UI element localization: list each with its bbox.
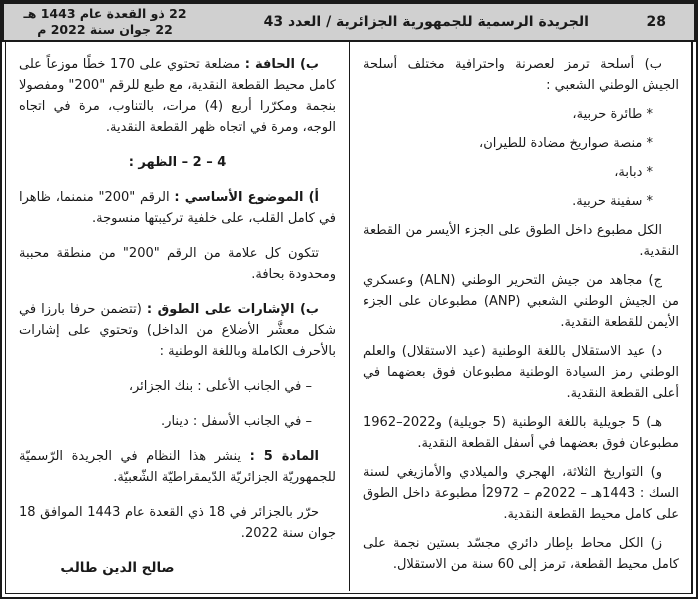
page-header	[2, 2, 696, 42]
content-columns	[6, 42, 692, 591]
para-mark-composition: تتكون كل علامة من الرقم "200" من منطقة محببة ومحدودة بحافة.	[19, 246, 336, 282]
para-three-dates: و) التواريخ الثلاثة، الهجري والميلادي والأمازيغي لسنة السك : 1443هـ – 2022م – 2972أ مطبوعة داخل الطوق على كامل محيط القطعة النقدية.	[363, 465, 679, 522]
page-number: 28	[646, 14, 666, 30]
para-printed-left-side: الكل مطبوع داخل الطوق على الجزء الأيسر من القطعة النقدية.	[363, 223, 679, 259]
para-5-july-dates: هـ) 5 جويلية باللغة الوطنية (5 جويلية) و1962‎–‎2022 مطبوعان فوق بعضهما في أسفل القطعة النقدية.	[363, 415, 679, 451]
gazette-title: الجريدة الرسمية للجمهورية الجزائرية / العدد 43	[263, 14, 589, 30]
para-edge: ب) الحافة : مضلعة تحتوي على 170 خطًا موزعاً على كامل محيط القطعة النقدية، مع طبع للرقم "200" ومفصولا بنجمة ومكرّرا أربع (4) مرات، بالتناوب، مرة في اتجاه الوجه، ومرة في اتجاه ظهر القطعة النقدية.	[19, 57, 337, 135]
para-edge-lead: ب) الحافة :	[244, 57, 319, 72]
para-signed-at: حرّر بالجزائر في 18 ذي القعدة عام 1443 الموافق 18 جوان سنة 2022.	[19, 505, 336, 541]
list-item-tank: * دبابة،	[614, 165, 653, 180]
para-circular-frame-stars: ز) الكل محاط بإطار دائري مجسّد بستين نجمة على كامل محيط القطعة، ترمز إلى 60 سنة من الاستقلال.	[363, 536, 679, 572]
date-gregorian: 22 جوان سنة 2022 م	[37, 22, 173, 37]
para-ring-marks: ب) الإشارات على الطوق : (تتضمن حرفا بارزا في شكل معشَّر الأضلاع من الداخل) وتحتوي على إشارات بالأحرف الكاملة وباللغة الوطنية :	[19, 302, 336, 359]
para-independence-day-flag: د) عيد الاستقلال باللغة الوطنية (عيد الاستقلال) والعلم الوطني رمز السيادة الوطنية مطبوعان فوق بعضهما في أعلى القطعة النقدية.	[363, 344, 679, 401]
para-article-5-lead: المادة 5 :	[249, 449, 320, 464]
signature-lead: صالح الدين طالب	[60, 560, 175, 576]
signature	[19, 558, 336, 579]
header-date-block	[4, 6, 206, 38]
heading-reverse-side	[19, 152, 336, 173]
date-hijri: 22 ذو القعدة عام 1443 هـ	[23, 6, 187, 21]
para-ring-marks-lead: ب) الإشارات على الطوق :	[146, 302, 319, 317]
list-item-missile-platform: * منصة صواريخ مضادة للطيران،	[479, 136, 653, 151]
para-article-5: المادة 5 : ينشر هذا النظام في الجريدة الرّسميّة للجمهوريّة الجزائريّة الدّيمقراطيّة الشّعبيّة.	[19, 449, 336, 485]
para-mujahid-soldier: ج) مجاهد من جيش التحرير الوطني (ALN) وعسكري من الجيش الوطني الشعبي (ANP) مطبوعان على الجزء الأيمن للقطعة النقدية.	[363, 273, 679, 330]
column-left	[6, 42, 349, 591]
list-item-lower-side: – في الجانب الأسفل : دينار.	[161, 414, 312, 429]
para-weapons-intro: ب) أسلحة ترمز لعصرنة واحترافية مختلف أسلحة الجيش الوطني الشعبي :	[363, 57, 679, 93]
heading-reverse-side-lead: 4 – 2 – الظهر :	[128, 155, 227, 170]
para-main-subject: أ) الموضوع الأساسي : الرقم "200" منمنما، ظاهرا في كامل القلب، على خلفية تركيبتها منسوجة.	[19, 190, 336, 226]
list-item-upper-side: – في الجانب الأعلى : بنك الجزائر،	[128, 379, 312, 394]
list-item-warplane: * طائرة حربية،	[572, 107, 653, 122]
column-right	[349, 42, 692, 591]
para-main-subject-lead: أ) الموضوع الأساسي :	[174, 190, 319, 205]
list-item-warship: * سفينة حربية.	[572, 194, 653, 209]
